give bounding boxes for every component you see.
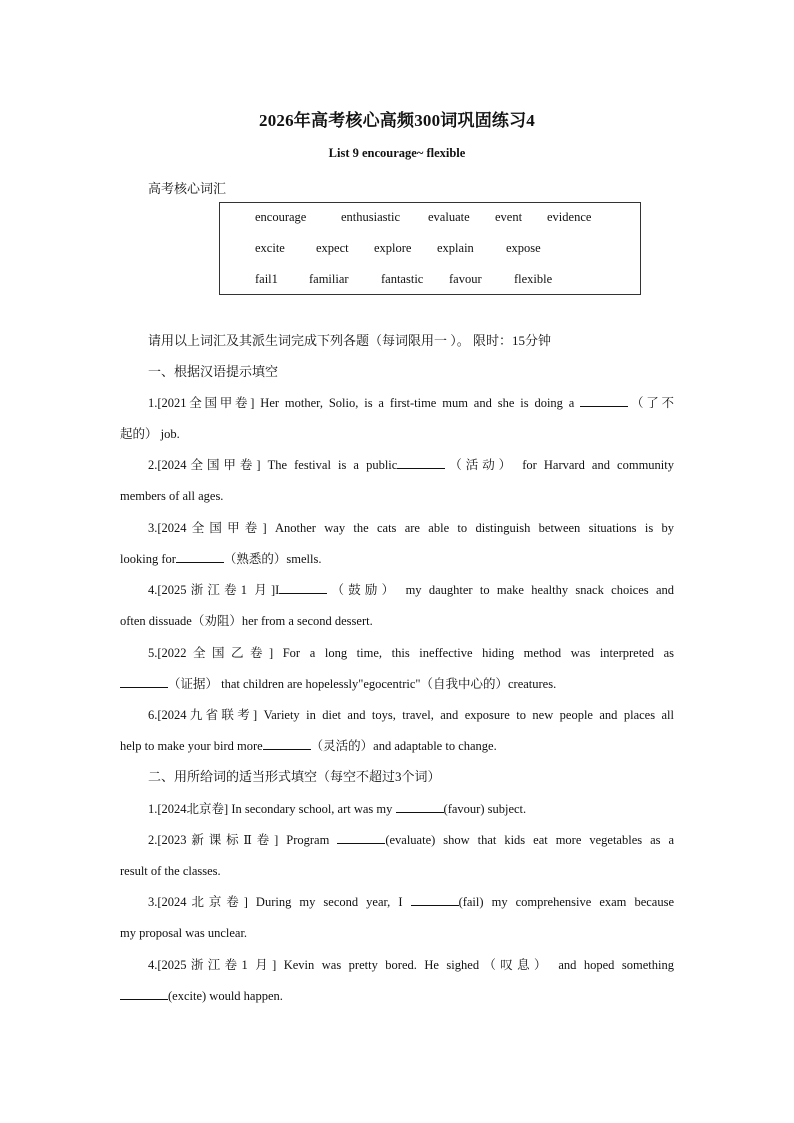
s2-q3-line1 xyxy=(148,892,674,912)
s2-q1-line1 xyxy=(148,799,526,819)
s1-q1-hint: （了不 xyxy=(628,396,674,410)
s2-q3-text: 3.[2024北京卷] During my second year, I xyxy=(148,895,403,909)
vocab-row-2 xyxy=(220,241,640,261)
s1-q4-text: 4.[2025浙江卷1 月]I xyxy=(148,583,280,597)
answer-blank[interactable] xyxy=(411,892,459,906)
vocab-word: event xyxy=(495,210,523,224)
vocab-word: favour xyxy=(449,272,482,286)
s1-q6-line2 xyxy=(120,736,497,756)
answer-blank[interactable] xyxy=(176,549,224,563)
document-title: 2026年高考核心高频300词巩固练习4 xyxy=(259,111,535,130)
vocab-word: flexible xyxy=(514,272,553,286)
s2-q3-hint: (fail) my comprehensive exam because xyxy=(458,895,674,909)
s1-q4-line1 xyxy=(148,580,674,600)
section2-heading: 二、用所给词的适当形式填空（每空不超过3个词） xyxy=(148,769,441,784)
s2-q4-line1: 4.[2025浙江卷1 月] Kevin was pretty bored. He sighed（叹息） and hoped something xyxy=(148,958,674,972)
s1-q3-text: looking for xyxy=(120,552,176,566)
vocab-word: fantastic xyxy=(381,272,424,286)
s1-q3-hint: （熟悉的）smells. xyxy=(223,552,322,566)
vocab-word: explain xyxy=(437,241,474,255)
s1-q5-text: （证据） that children are hopelessly"egocentric"（自我中心的）creatures. xyxy=(168,677,557,691)
answer-blank[interactable] xyxy=(396,799,444,813)
s2-q2-line2: result of the classes. xyxy=(120,864,221,878)
vocab-word: evidence xyxy=(547,210,592,224)
instruction: 请用以上词汇及其派生词完成下列各题（每词限用一 ）。 限时：15分钟 xyxy=(148,333,552,348)
vocab-heading: 高考核心词汇 xyxy=(148,181,227,196)
answer-blank[interactable] xyxy=(120,986,168,1000)
s1-q6-text: help to make your bird more xyxy=(120,739,263,753)
s1-q6-line1: 6.[2024九省联考] Variety in diet and toys, travel, and exposure to new people and places all xyxy=(148,708,674,722)
answer-blank[interactable] xyxy=(337,830,385,844)
s2-q2-hint: (evaluate) show that kids eat more vegetables as a xyxy=(385,833,675,847)
vocab-word: familiar xyxy=(309,272,349,286)
vocab-box xyxy=(219,202,641,295)
answer-blank[interactable] xyxy=(397,455,445,469)
s2-q1-hint: (favour) subject. xyxy=(443,802,527,816)
s1-q5-line2 xyxy=(120,674,556,694)
s2-q4-hint: (excite) would happen. xyxy=(168,989,283,1003)
s1-q4-line2: often dissuade（劝阻）her from a second dessert. xyxy=(120,614,373,628)
section1-heading: 一、根据汉语提示填空 xyxy=(148,364,279,379)
s1-q2-line2: members of all ages. xyxy=(120,489,224,503)
s1-q5-line1: 5.[2022全国乙卷] For a long time, this ineffective hiding method was interpreted as xyxy=(148,646,674,660)
s1-q2-hint: （活动） for Harvard and community xyxy=(445,458,674,472)
vocab-word: enthusiastic xyxy=(341,210,401,224)
s2-q3-line2: my proposal was unclear. xyxy=(120,926,248,940)
vocab-row-3 xyxy=(220,272,640,292)
s1-q1-text: 1.[2021全国甲卷] Her mother, Solio, is a first-time mum and she is doing a xyxy=(148,396,575,410)
s1-q2-line1 xyxy=(148,455,674,475)
vocab-word: excite xyxy=(255,241,285,255)
s2-q1-text: 1.[2024北京卷] In secondary school, art was my xyxy=(148,802,393,816)
vocab-row-1 xyxy=(220,210,640,230)
answer-blank[interactable] xyxy=(580,393,628,407)
s1-q3-line2 xyxy=(120,549,321,569)
s1-q6-hint: （灵活的）and adaptable to change. xyxy=(310,739,497,753)
s2-q2-text: 2.[2023新课标Ⅱ卷] Program xyxy=(148,833,330,847)
vocab-word: expose xyxy=(506,241,541,255)
s2-q2-line1 xyxy=(148,830,674,850)
s2-q4-line2 xyxy=(120,986,283,1006)
s1-q2-text: 2.[2024全国甲卷] The festival is a public xyxy=(148,458,398,472)
answer-blank[interactable] xyxy=(263,736,311,750)
s1-q3-line1: 3.[2024全国甲卷] Another way the cats are able to distinguish between situations is by xyxy=(148,521,674,535)
s1-q4-hint: （鼓励） my daughter to make healthy snack choices and xyxy=(327,583,674,597)
vocab-word: evaluate xyxy=(428,210,470,224)
vocab-word: encourage xyxy=(255,210,307,224)
answer-blank[interactable] xyxy=(120,674,168,688)
s1-q1-line2: 起的） job. xyxy=(120,427,180,441)
s1-q1-line1 xyxy=(148,393,674,413)
vocab-word: expect xyxy=(316,241,349,255)
answer-blank[interactable] xyxy=(279,580,327,594)
vocab-word: explore xyxy=(374,241,412,255)
vocab-word: fail1 xyxy=(255,272,278,286)
document-subtitle: List 9 encourage~ flexible xyxy=(328,146,466,160)
